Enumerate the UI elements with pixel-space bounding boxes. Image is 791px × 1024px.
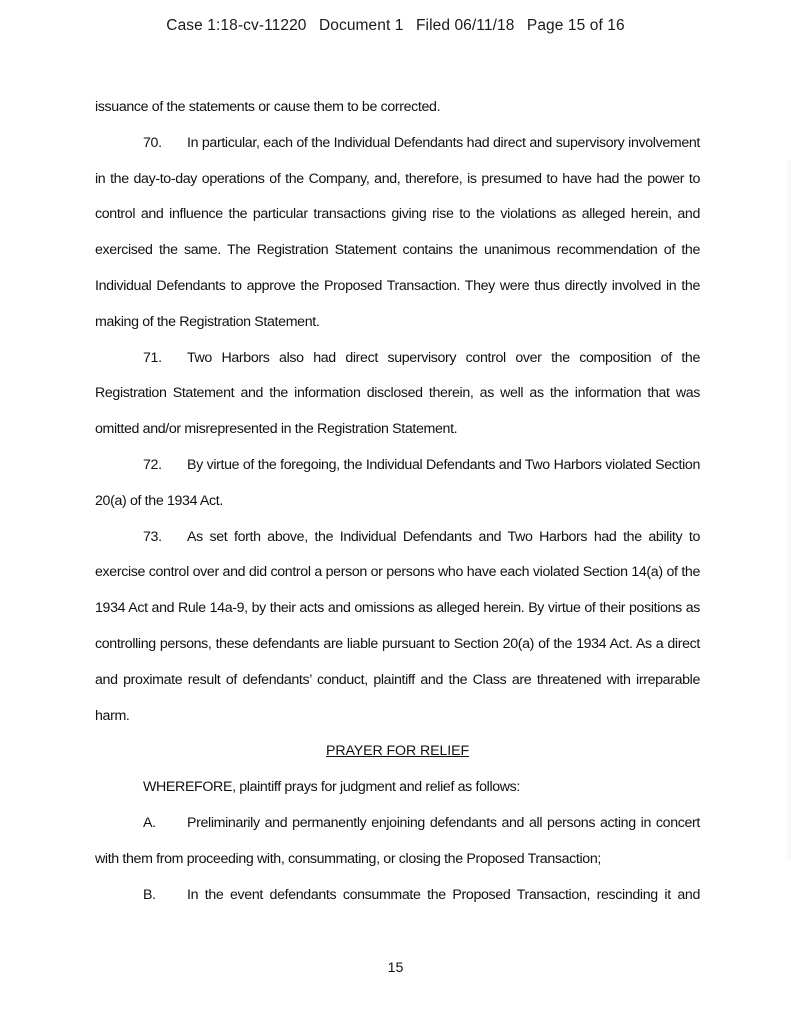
case-header [0,17,791,35]
paragraph-text: As set forth above, the Individual Defendants and Two Harbors had the ability to exercise control over and did control a person or persons who have each violated Section 14(a) of the 1934 Act and Rule 14a-9, by their acts and omissions as alleged herein. By virtue of their positions as controlling persons, these defendants are liable pursuant to Section 20(a) of the 1934 Act. As a direct and proximate result of defendants’ conduct, plaintiff and the Class are threatened with irreparable harm. [95,528,700,724]
paragraph-73 [95,520,700,735]
prayer-item-letter: A. [143,814,156,831]
case-number: Case 1:18-cv-11220 [166,17,307,34]
paragraph-number: 73. [143,528,162,545]
prayer-for-relief-heading: PRAYER FOR RELIEF [325,743,470,760]
prayer-item-text: Preliminarily and permanently enjoining defendants and all persons acting in concert with them from proceeding with, consummating, or closing the Proposed Transaction; [95,814,700,867]
paragraph-71 [95,341,700,448]
paragraph-number: 71. [143,349,162,366]
paragraph-text: issuance of the statements or cause them to be corrected. [95,99,441,115]
page-of-total: Page 15 of 16 [526,17,625,34]
paragraph-72 [95,448,700,520]
prayer-item-letter: B. [143,886,156,903]
page-edge-shadow [785,160,791,860]
paragraph-70 [95,126,700,341]
document-body [95,90,700,913]
filed-date: Filed 06/11/18 [415,17,515,34]
prayer-item-a [95,806,700,878]
prayer-item-b [95,878,700,914]
paragraph-text: By virtue of the foregoing, the Individual Defendants and Two Harbors violated Section 20(a) of the 1934 Act. [95,456,700,509]
paragraph-text: In particular, each of the Individual Defendants had direct and supervisory involvement in the day-to-day operations of the Company, and, therefore, is presumed to have had the power to control and influence the particular transactions giving rise to the violations as alleged herein, and exercised the same. The Registration Statement contains the unanimous recommendation of the Individual Defendants to approve the Proposed Transaction. They were thus directly involved in the making of the Registration Statement. [95,134,700,330]
prayer-intro: WHEREFORE, plaintiff prays for judgment and relief as follows: [143,779,521,796]
paragraph-number: 70. [143,134,162,151]
paragraph-number: 72. [143,456,162,473]
paragraph-continuation [95,90,700,126]
document-number: Document 1 [318,17,404,34]
prayer-item-text: In the event defendants consummate the Proposed Transaction, rescinding it and [187,886,700,903]
page-number: 15 [387,960,404,976]
paragraph-text: Two Harbors also had direct supervisory control over the composition of the Registration Statement and the information disclosed therein, as well as the information that was omitted and/or misrepresented in the Registration Statement. [95,349,700,438]
